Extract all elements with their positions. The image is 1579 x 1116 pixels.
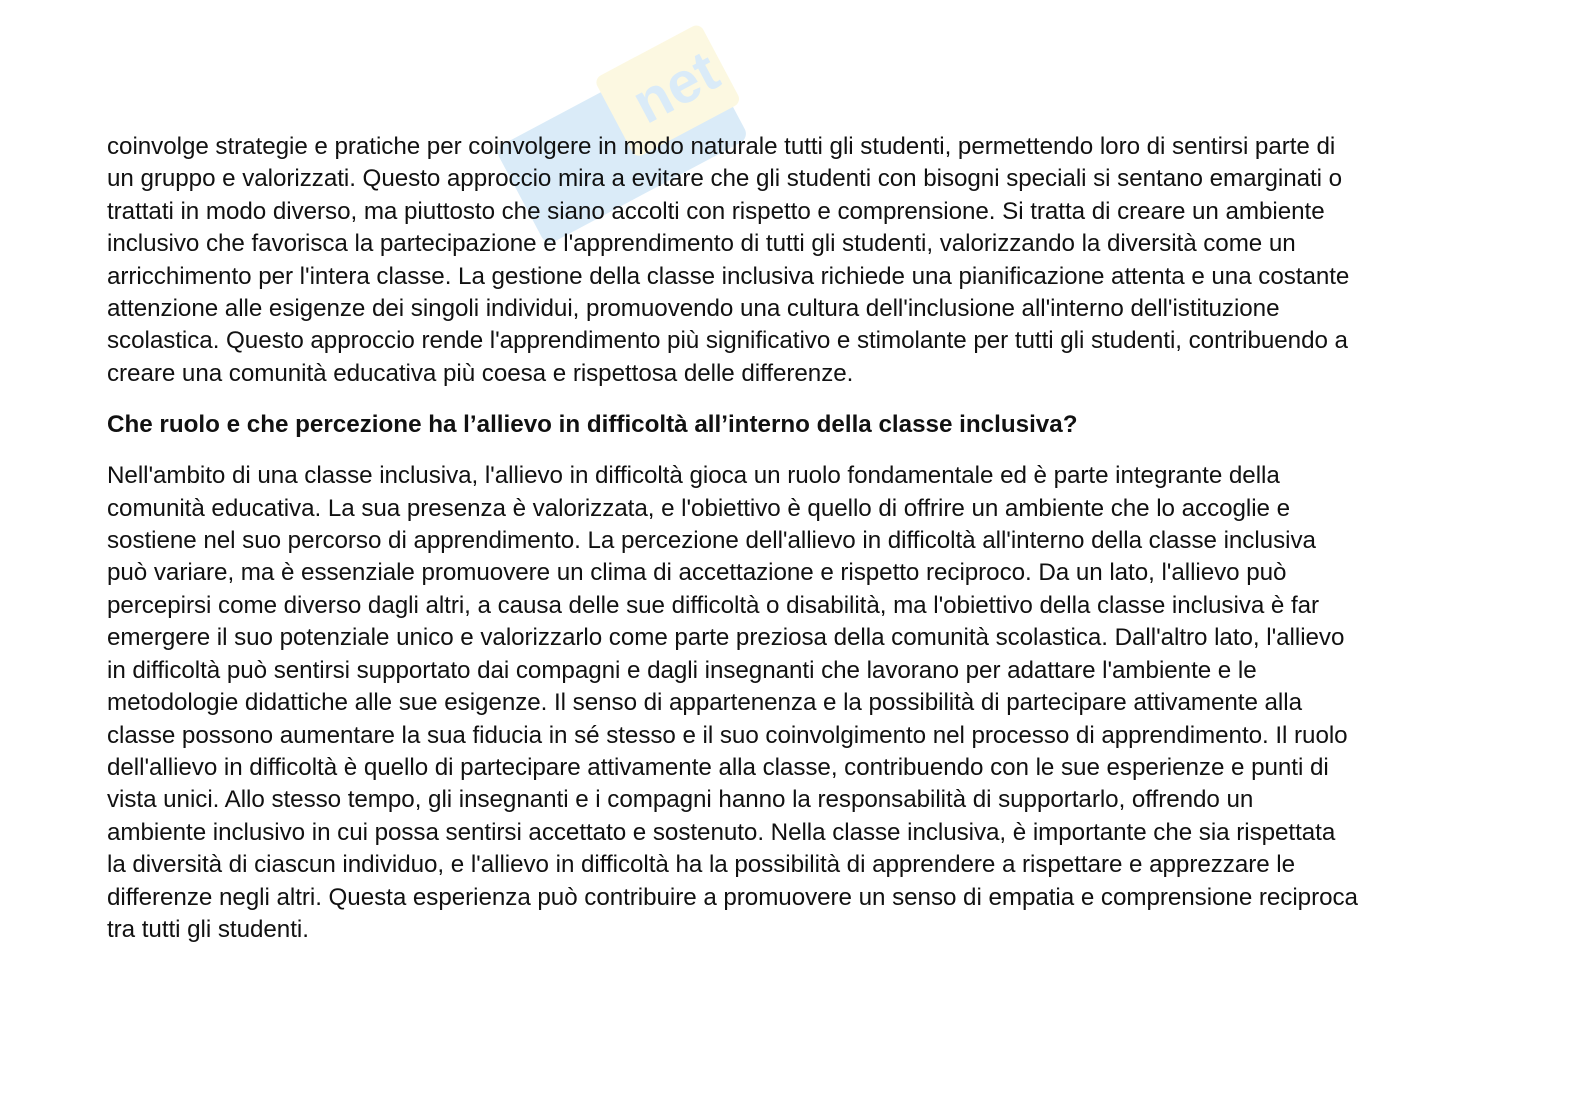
text-line: percepirsi come diverso dagli altri, a causa delle sue difficoltà o disabilità, ma l'obiettivo della classe inclusiva è far (107, 591, 1320, 619)
text-line: inclusivo che favorisca la partecipazione e l'apprendimento di tutti gli studenti, valorizzando la diversità come un (107, 230, 1296, 258)
text-line: ambiente inclusivo in cui possa sentirsi accettato e sostenuto. Nella classe inclusiva, è importante che sia rispettata (107, 818, 1336, 846)
paragraph-intro (107, 131, 1477, 390)
text-line: emergere il suo potenziale unico e valorizzarlo come parte preziosa della comunità scolastica. Dall'altro lato, l'allievo (107, 624, 1345, 652)
text-line: dell'allievo in difficoltà è quello di partecipare attivamente alla classe, contribuendo con le sue esperienze e punti di (107, 753, 1329, 781)
text-line: creare una comunità educativa più coesa e rispettosa delle differenze. (107, 359, 854, 387)
text-line: la diversità di ciascun individuo, e l'allievo in difficoltà ha la possibilità di apprendere a rispettare e apprezzare le (107, 851, 1296, 879)
section-heading: Che ruolo e che percezione ha l’allievo in difficoltà all’interno della classe inclusiva? (107, 411, 1078, 439)
text-line: classe possono aumentare la sua fiducia in sé stesso e il suo coinvolgimento nel processo di apprendimento. Il ruolo (107, 721, 1348, 749)
text-line: tra tutti gli studenti. (107, 915, 309, 943)
text-line: metodologie didattiche alle sue esigenze. Il senso di appartenenza e la possibilità di partecipare attivamente alla (107, 689, 1302, 717)
text-line: arricchimento per l'intera classe. La gestione della classe inclusiva richiede una pianificazione attenta e una costante (107, 262, 1350, 290)
text-line: trattati in modo diverso, ma piuttosto che siano accolti con rispetto e comprensione. Si tratta di creare un ambiente (107, 197, 1325, 225)
text-line: vista unici. Allo stesso tempo, gli insegnanti e i compagni hanno la responsabilità di supportarlo, offrendo un (107, 786, 1254, 814)
paragraph-answer (107, 460, 1477, 946)
document-page (107, 131, 1477, 946)
text-line: scolastica. Questo approccio rende l'apprendimento più significativo e stimolante per tutti gli studenti, contribuendo a (107, 327, 1348, 355)
text-line: Nell'ambito di una classe inclusiva, l'allievo in difficoltà gioca un ruolo fondamentale ed è parte integrante della (107, 462, 1280, 490)
text-line: può variare, ma è essenziale promuovere un clima di accettazione e rispetto reciproco. Da un lato, l'allievo può (107, 559, 1287, 587)
watermark-text: net (621, 37, 730, 137)
text-line: attenzione alle esigenze dei singoli individui, promuovendo una cultura dell'inclusione all'interno dell'istituzione (107, 295, 1280, 323)
text-line: sostiene nel suo percorso di apprendimento. La percezione dell'allievo in difficoltà all'interno della classe inclusiva (107, 527, 1316, 555)
text-line: coinvolge strategie e pratiche per coinvolgere in modo naturale tutti gli studenti, permettendo loro di sentirsi parte di (107, 133, 1336, 160)
text-line: differenze negli altri. Questa esperienza può contribuire a promuovere un senso di empatia e comprensione reciproca (107, 883, 1358, 911)
text-line: in difficoltà può sentirsi supportato dai compagni e dagli insegnanti che lavorano per adattare l'ambiente e le (107, 656, 1257, 684)
text-line: comunità educativa. La sua presenza è valorizzata, e l'obiettivo è quello di offrire un ambiente che lo accoglie e (107, 494, 1291, 522)
text-line: un gruppo e valorizzati. Questo approccio mira a evitare che gli studenti con bisogni speciali si sentano emarginati o (107, 165, 1343, 193)
